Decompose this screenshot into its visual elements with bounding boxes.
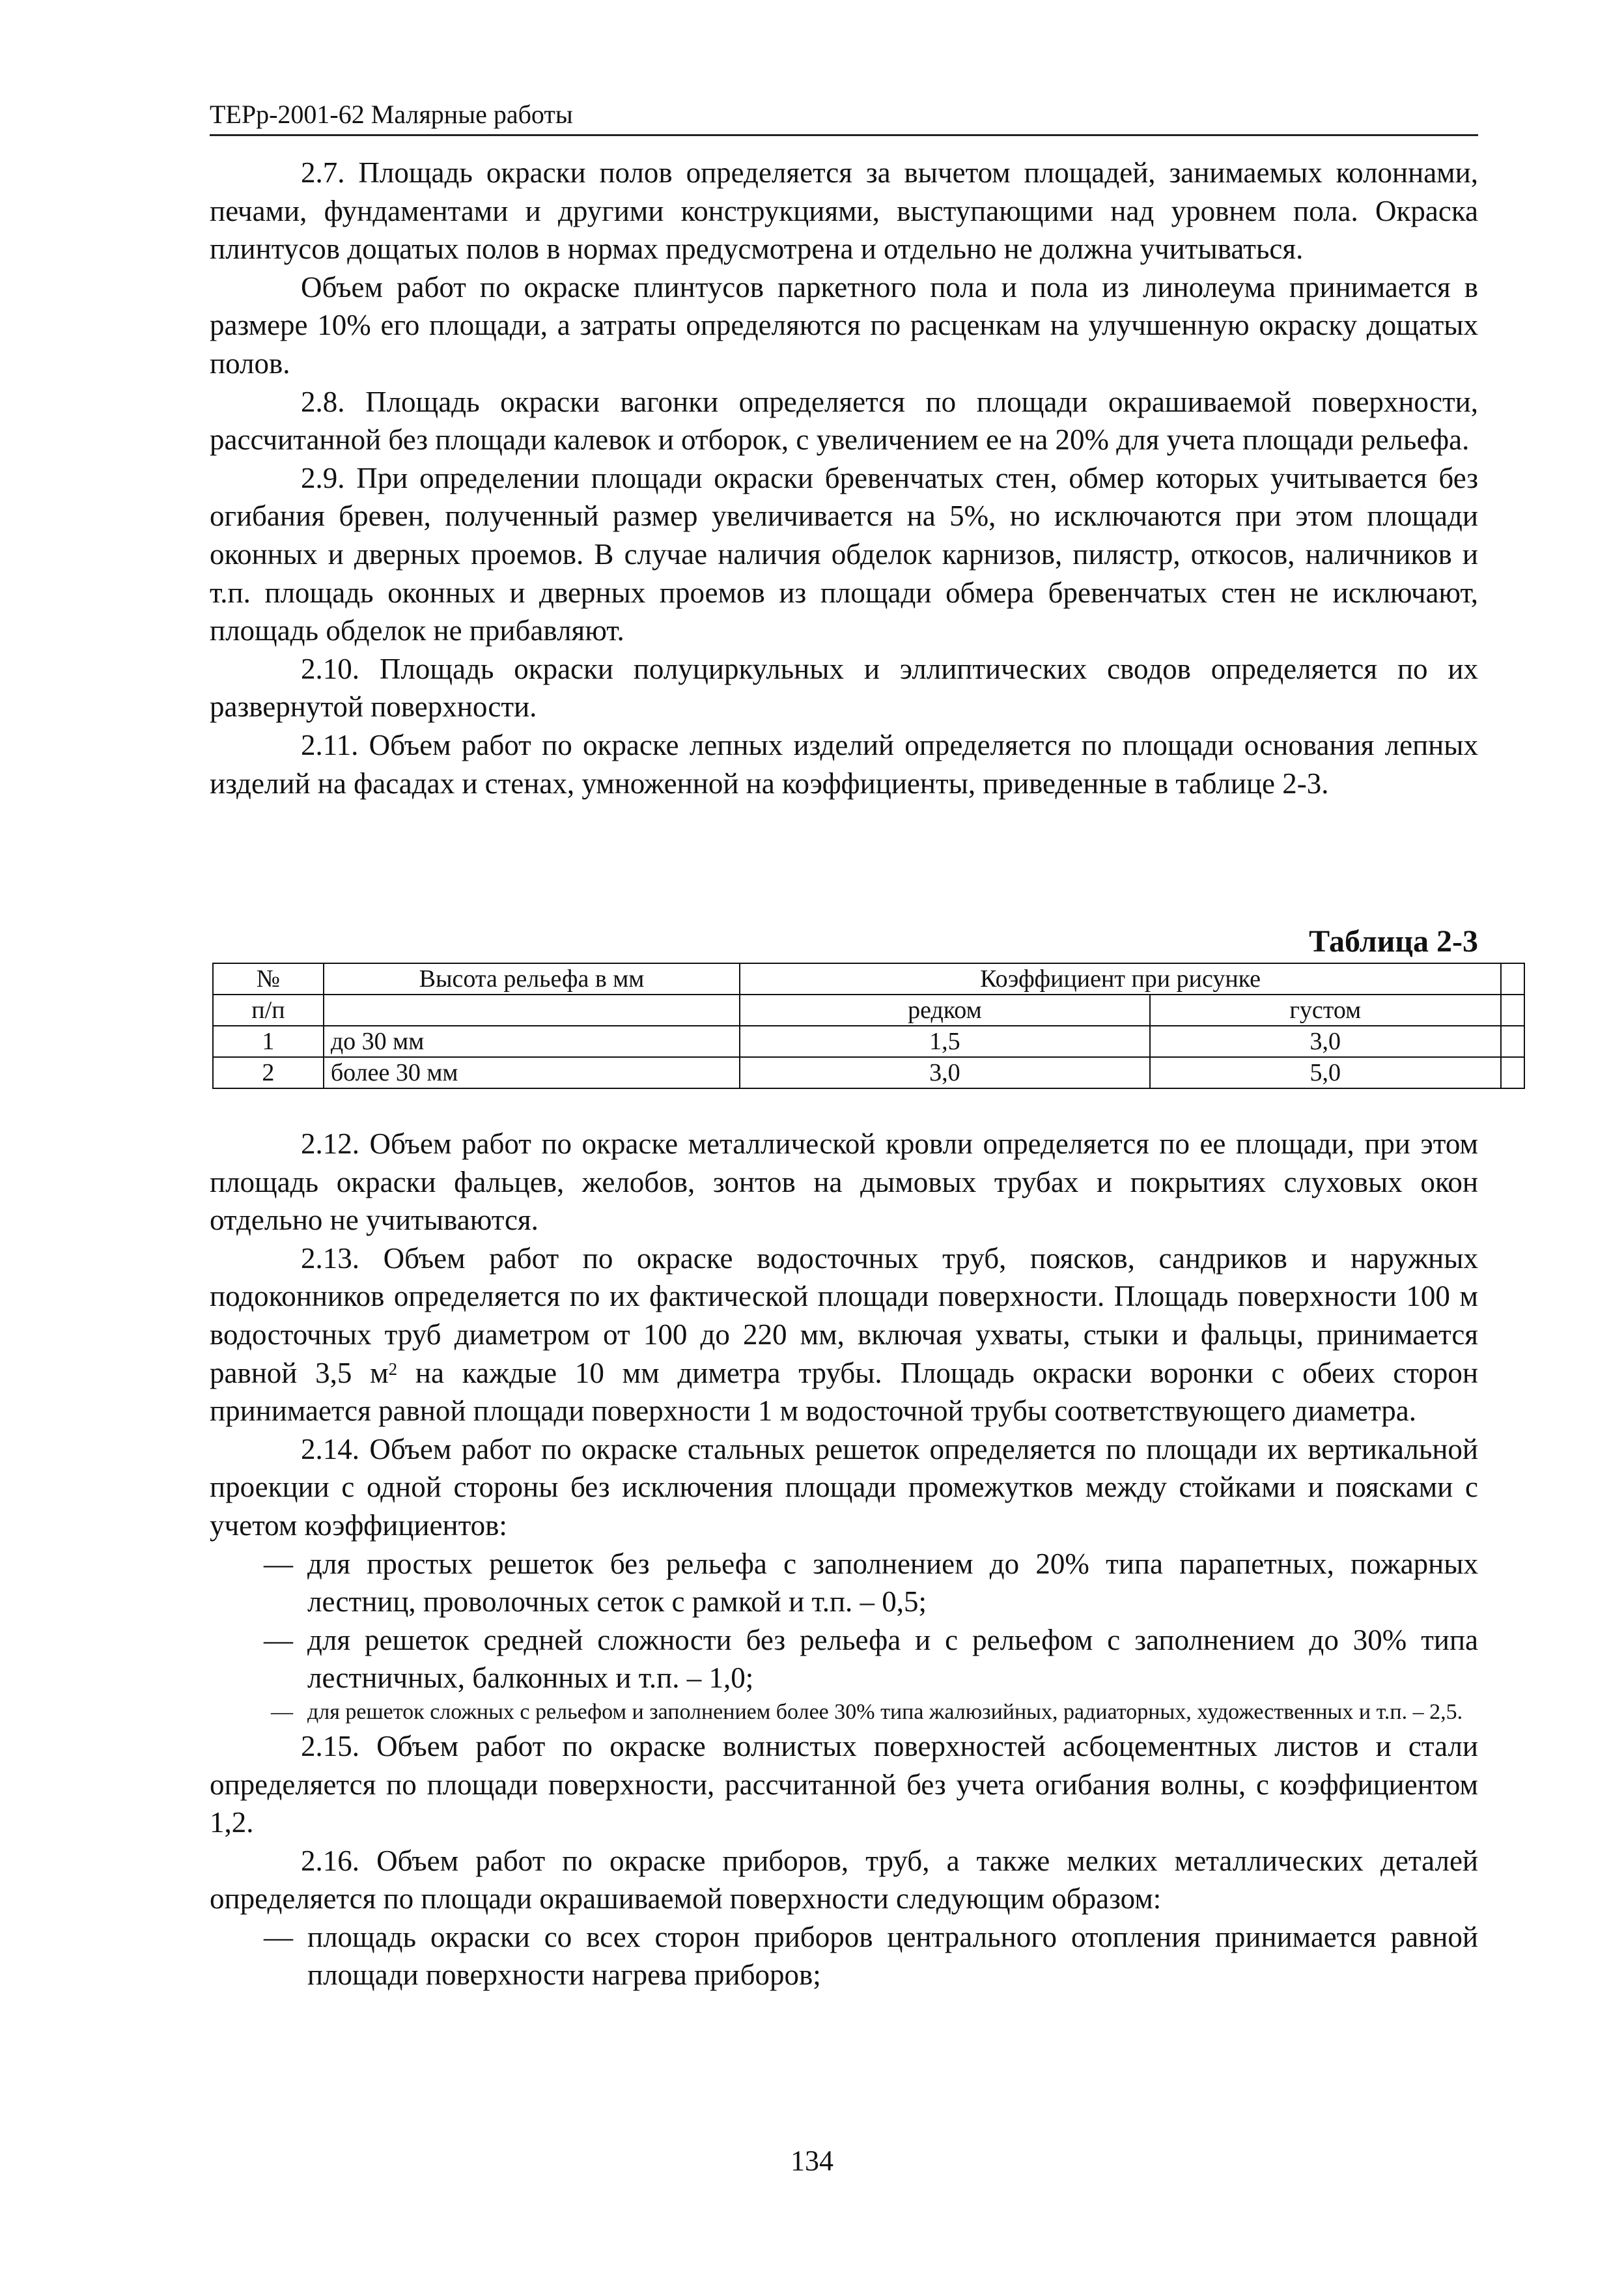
table-row <box>213 1057 1524 1088</box>
header-height-empty <box>324 995 740 1026</box>
header-dense: густом <box>1150 995 1501 1026</box>
table-subheader-row <box>213 995 1524 1026</box>
header-height: Высота рельефа в мм <box>324 963 740 995</box>
dash-item <box>210 1545 1478 1621</box>
row-rare: 1,5 <box>740 1026 1149 1057</box>
body-text-lower <box>210 1125 1478 1994</box>
page-number: 134 <box>791 2145 833 2177</box>
header-num: № <box>213 963 324 995</box>
table-caption: Таблица 2-3 <box>1309 924 1478 959</box>
paragraph-2-9: 2.9. При определении площади окраски бревенчатых стен, обмер которых учитывается без огибания бревен, полученный размер увеличивается на 5%, но исключаются при этом площади оконных и дверных проемов. В случае наличия обделок карнизов, пилястр, откосов, наличников и т.п. площадь оконных и дверных проемов из площади обмера бревенчатых стен не исключают, площадь обделок не прибавляют. <box>210 461 1478 647</box>
paragraph-2-13-part1: 2.13. Объем работ по окраске водосточных труб, поясков, сандриков и наружных подоконников определяется по их фактической площади поверхности. Площадь поверхности 100 м водосточных труб диаметром от 100 до 220 мм, включая ухваты, стыки и фальцы, принимается равной 3,5 м <box>210 1241 1478 1389</box>
superscript: 2 <box>388 1359 398 1379</box>
paragraph-2-11: 2.11. Объем работ по окраске лепных изделий определяется по площади основания лепных изделий на фасадах и стенах, умноженной на коэффициенты, приведенные в таблице 2-3. <box>210 728 1478 800</box>
row-num: 2 <box>213 1057 324 1088</box>
row-height: до 30 мм <box>324 1026 740 1057</box>
paragraph-2-8: 2.8. Площадь окраски вагонки определяется по площади окрашиваемой поверхности, рассчитанной без площади калевок и отборок, с увеличением ее на 20% для учета площади рельефа. <box>210 385 1478 457</box>
dash-mark: — <box>264 1547 293 1580</box>
dash-item-text: для решеток средней сложности без рельефа и с рельефом с заполнением до 30% типа лестничных, балконных и т.п. – 1,0; <box>307 1623 1478 1695</box>
table-edge-cell <box>1501 995 1524 1026</box>
row-height: более 30 мм <box>324 1057 740 1088</box>
row-num: 1 <box>213 1026 324 1057</box>
header-rare: редком <box>740 995 1149 1026</box>
paragraph-2-15: 2.15. Объем работ по окраске волнистых поверхностей асбоцементных листов и стали определяется по площади поверхности, рассчитанной без учета огибания волны, с коэффициентом 1,2. <box>210 1729 1478 1839</box>
row-rare: 3,0 <box>740 1057 1149 1088</box>
dash-mark: — <box>264 1920 293 1953</box>
dash-mark: — <box>264 1623 293 1656</box>
paragraph-2-13 <box>210 1239 1478 1430</box>
header-coefficient: Коэффициент при рисунке <box>740 963 1501 995</box>
dash-item <box>210 1918 1478 1994</box>
table-row <box>213 1026 1524 1057</box>
running-header: ТЕРр-2001-62 Малярные работы <box>210 98 1478 136</box>
dash-item <box>210 1621 1478 1697</box>
header-num-2: п/п <box>213 995 324 1026</box>
dash-mark: — <box>271 1699 293 1724</box>
dash-item-text: для простых решеток без рельефа с заполнением до 20% типа парапетных, пожарных лестниц, проволочных сеток с рамкой и т.п. – 0,5; <box>307 1547 1478 1619</box>
dash-item <box>210 1697 1478 1727</box>
row-dense: 5,0 <box>1150 1057 1501 1088</box>
dash-item-text: для решеток сложных с рельефом и заполнением более 30% типа жалюзийных, радиаторных, художественных и т.п. – 2,5. <box>307 1699 1463 1724</box>
table-edge-cell <box>1501 963 1524 995</box>
paragraph-2-12: 2.12. Объем работ по окраске металлической кровли определяется по ее площади, при этом площадь окраски фальцев, желобов, зонтов на дымовых трубах и покрытиях слуховых окон отдельно не учитываются. <box>210 1127 1478 1237</box>
paragraph-2-7: 2.7. Площадь окраски полов определяется за вычетом площадей, занимаемых колоннами, печами, фундаментами и другими конструкциями, выступающими над уровнем пола. Окраска плинтусов дощатых полов в нормах предусмотрена и отдельно не должна учитываться. <box>210 156 1478 266</box>
paragraph-2-13-part2: на каждые 10 мм диметра трубы. Площадь окраски воронки с обеих сторон принимается равной площади поверхности 1 м водосточной трубы соответствующего диаметра. <box>210 1356 1478 1428</box>
table-edge-cell <box>1501 1026 1524 1057</box>
paragraph-2-10: 2.10. Площадь окраски полуциркульных и эллиптических сводов определяется по их развернутой поверхности. <box>210 652 1478 724</box>
paragraph-baseboards: Объем работ по окраске плинтусов паркетного пола и пола из линолеума принимается в размере 10% его площади, а затраты определяются по расценкам на улучшенную окраску дощатых полов. <box>210 270 1478 380</box>
dash-item-text: площадь окраски со всех сторон приборов центрального отопления принимается равной площади поверхности нагрева приборов; <box>307 1920 1478 1992</box>
coefficient-table <box>212 963 1525 1089</box>
row-dense: 3,0 <box>1150 1026 1501 1057</box>
paragraph-2-14: 2.14. Объем работ по окраске стальных решеток определяется по площади их вертикальной проекции с одной стороны без исключения площади промежутков между стойками и поясками с учетом коэффициентов: <box>210 1432 1478 1542</box>
table-header-row <box>213 963 1524 995</box>
paragraph-2-16: 2.16. Объем работ по окраске приборов, труб, а также мелких металлических деталей определяется по площади окрашиваемой поверхности следующим образом: <box>210 1844 1478 1915</box>
body-text-upper <box>210 154 1478 802</box>
table-edge-cell <box>1501 1057 1524 1088</box>
